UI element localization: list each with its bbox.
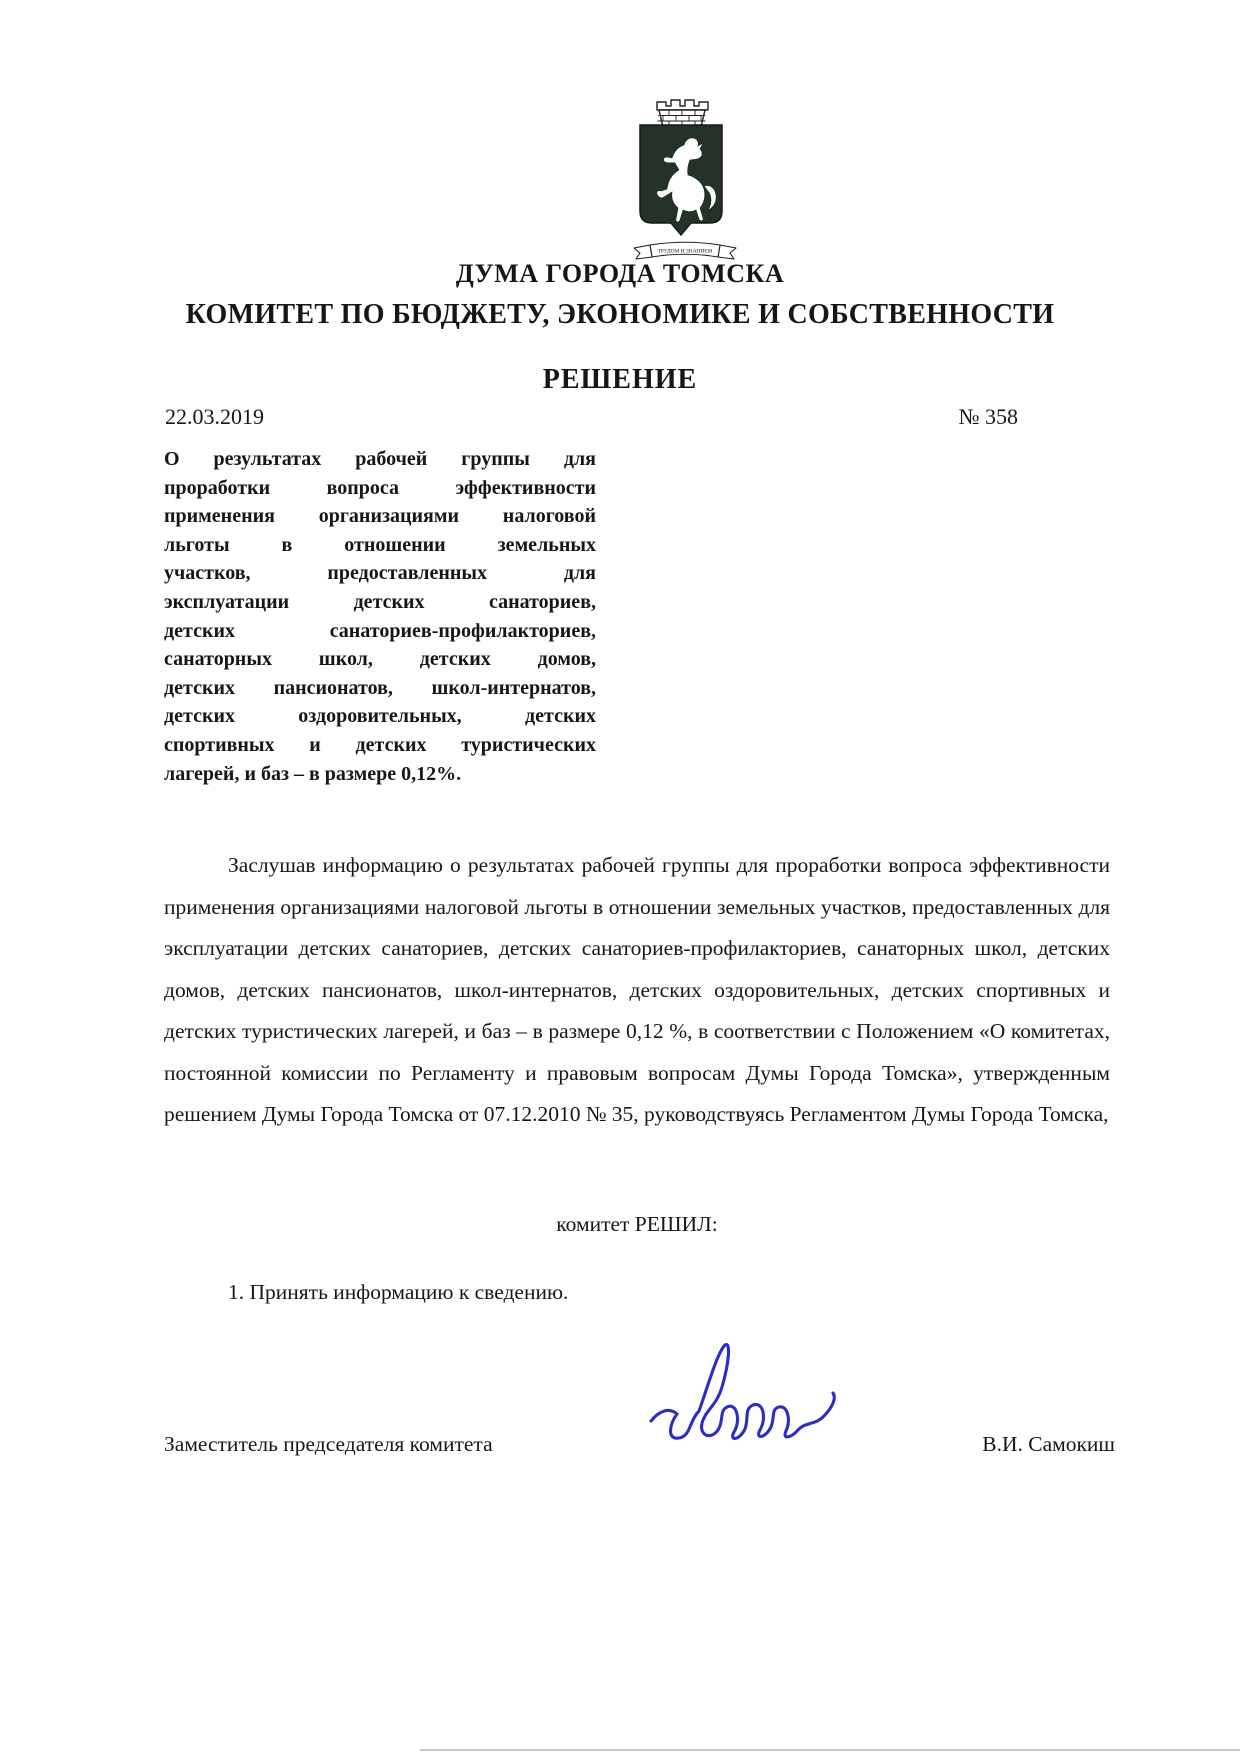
organization-title: ДУМА ГОРОДА ТОМСКА (455, 259, 785, 288)
motto-text: ТРУДОМ И ЗНАНИЕМ (657, 248, 713, 255)
date-number-row (165, 404, 1018, 430)
subject-line: лагерей, и баз – в размере 0,12%. (164, 762, 462, 785)
document-type-title: РЕШЕНИЕ (542, 364, 698, 395)
subject-line: применения организациями налоговой (164, 505, 596, 528)
subject-line: О результатах рабочей группы для (164, 448, 596, 470)
subject-line: спортивных и детских туристических (164, 733, 596, 756)
signatory-position: Заместитель председателя комитета (164, 1432, 493, 1456)
subject-line: эксплуатации детских санаториев, (164, 590, 596, 613)
scan-edge-artifact (420, 1749, 1240, 1751)
subject-block (164, 445, 596, 788)
document-number: № 358 (958, 404, 1018, 429)
body-paragraph: Заслушав информацию о результатах рабочей группы для проработки вопроса эффективности применения организациями налоговой льготы в отношении земельных участков, предоставленных для эксплуатации детских санаториев, детских санаториев-профилакториев, санаторных школ, детских домов, детских пансионатов, школ-интернатов, детских оздоровительных, детских спортивных и детских туристических лагерей, и баз – в размере 0,12 %, в соответствии с Положением «О комитетах, постоянной комиссии по Регламенту и правовым вопросам Думы Города Томска», утвержденным решением Думы Города Томска от 07.12.2010 № 35, руководствуясь Регламентом Думы Города Томска, (164, 853, 1110, 1126)
subject-line: санаторных школ, детских домов, (164, 648, 596, 671)
tomsk-coat-of-arms (628, 96, 746, 262)
resolve-line: комитет РЕШИЛ: (556, 1212, 718, 1236)
signatory-name: В.И. Самокиш (982, 1432, 1115, 1456)
mural-crown-icon (657, 100, 708, 127)
committee-title: КОМИТЕТ ПО БЮДЖЕТУ, ЭКОНОМИКЕ И СОБСТВЕННОСТИ (185, 299, 1055, 330)
subject-line: детских санаториев-профилакториев, (164, 619, 596, 642)
subject-line: проработки вопроса эффективности (164, 476, 596, 499)
signature-row (164, 1432, 1115, 1457)
subject-line: участков, предоставленных для (164, 562, 596, 585)
decision-item: 1. Принять информацию к сведению. (228, 1280, 569, 1304)
subject-line: льготы в отношении земельных (164, 533, 596, 556)
subject-line: детских оздоровительных, детских (164, 705, 596, 728)
subject-line: детских пансионатов, школ-интернатов, (164, 676, 596, 699)
document-date: 22.03.2019 (165, 404, 264, 429)
